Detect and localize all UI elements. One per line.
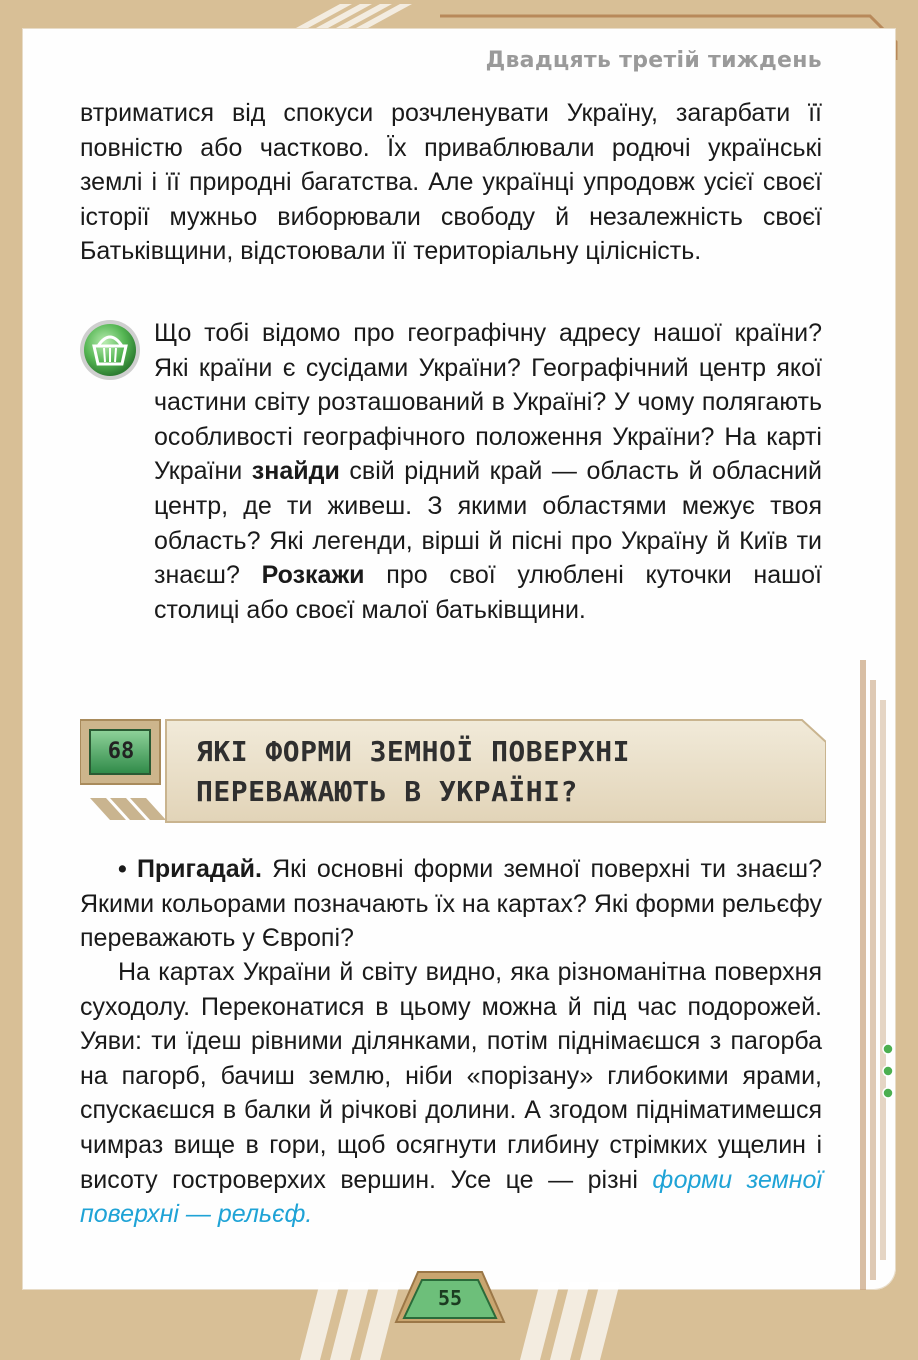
page-number: 55 [437, 1286, 463, 1310]
intro-paragraph: втриматися від спокуси розчленувати Україну, загарбати її повністю або частково. Їх приваблювали родючі українські землі і її природні багатства. Але українці упродовж усієї своєї історії мужньо виборювали свободу й незалежність своєї Батьківщини, відстоювали її територіальну цілісність. [80, 99, 822, 266]
relief-paragraph [80, 955, 822, 1232]
task-keyword-find: знайди [251, 457, 340, 486]
task-text-2: свій рідний край — область й обласний центр, де ти живеш. З якими областями межує твоя область? Які легенди, вірші й пісні про Україну й Київ ти знаєш? [154, 457, 822, 590]
relief-text: На картах України й світу видно, яка різноманітна поверхня суходолу. Переконатися в цьому можна й під час подорожей. Уяви: ти їдеш рівними ділянками, потім піднімаєшся з пагорба на пагорб, бачиш землю, ніби «порізану» глибокими ярами, спускаєшся в балки й річкові долини. А згодом підніматимешся чимраз вище в гори, щоб осягнути глибину стрімких ущелин і висоту гостроверхих вершин. Усе це — різні [80, 958, 822, 1194]
running-header: Двадцять третій тиждень [485, 48, 822, 73]
recall-text: Які основні форми земної поверхні ти знаєш? Якими кольорами позначають їх на картах? Які форми рельєфу переважають у Європі? [80, 855, 822, 953]
recall-bullet: • [118, 855, 127, 883]
task-text-3: про свої улюблені куточки нашої столиці або своєї малої батьківщини. [154, 561, 823, 624]
recall-paragraph [80, 852, 822, 956]
relief-term: форми земної поверхні — рельєф. [80, 1165, 822, 1229]
section-number-badge: 68 [107, 739, 135, 764]
basket-icon [78, 318, 142, 382]
section-title-line2: ПЕРЕВАЖАЮТЬ В УКРАЇНІ? [196, 775, 578, 808]
task-keyword-tell: Розкажи [261, 561, 365, 590]
task-paragraph [154, 316, 822, 627]
task-text-1: Що тобі відомо про географічну адресу нашої країни? Які країни є сусідами України? Географічний центр якої частини світу розташований в Україні? У чому полягають особливості географічного положення України? На карті України [154, 319, 822, 486]
right-frame-ridges [856, 660, 900, 1300]
section-title-line1: ЯКІ ФОРМИ ЗЕМНОЇ ПОВЕРХНІ [196, 735, 630, 768]
recall-label: Пригадай. [136, 855, 262, 883]
section-title [196, 732, 630, 812]
side-dots-decoration [880, 1043, 896, 1103]
